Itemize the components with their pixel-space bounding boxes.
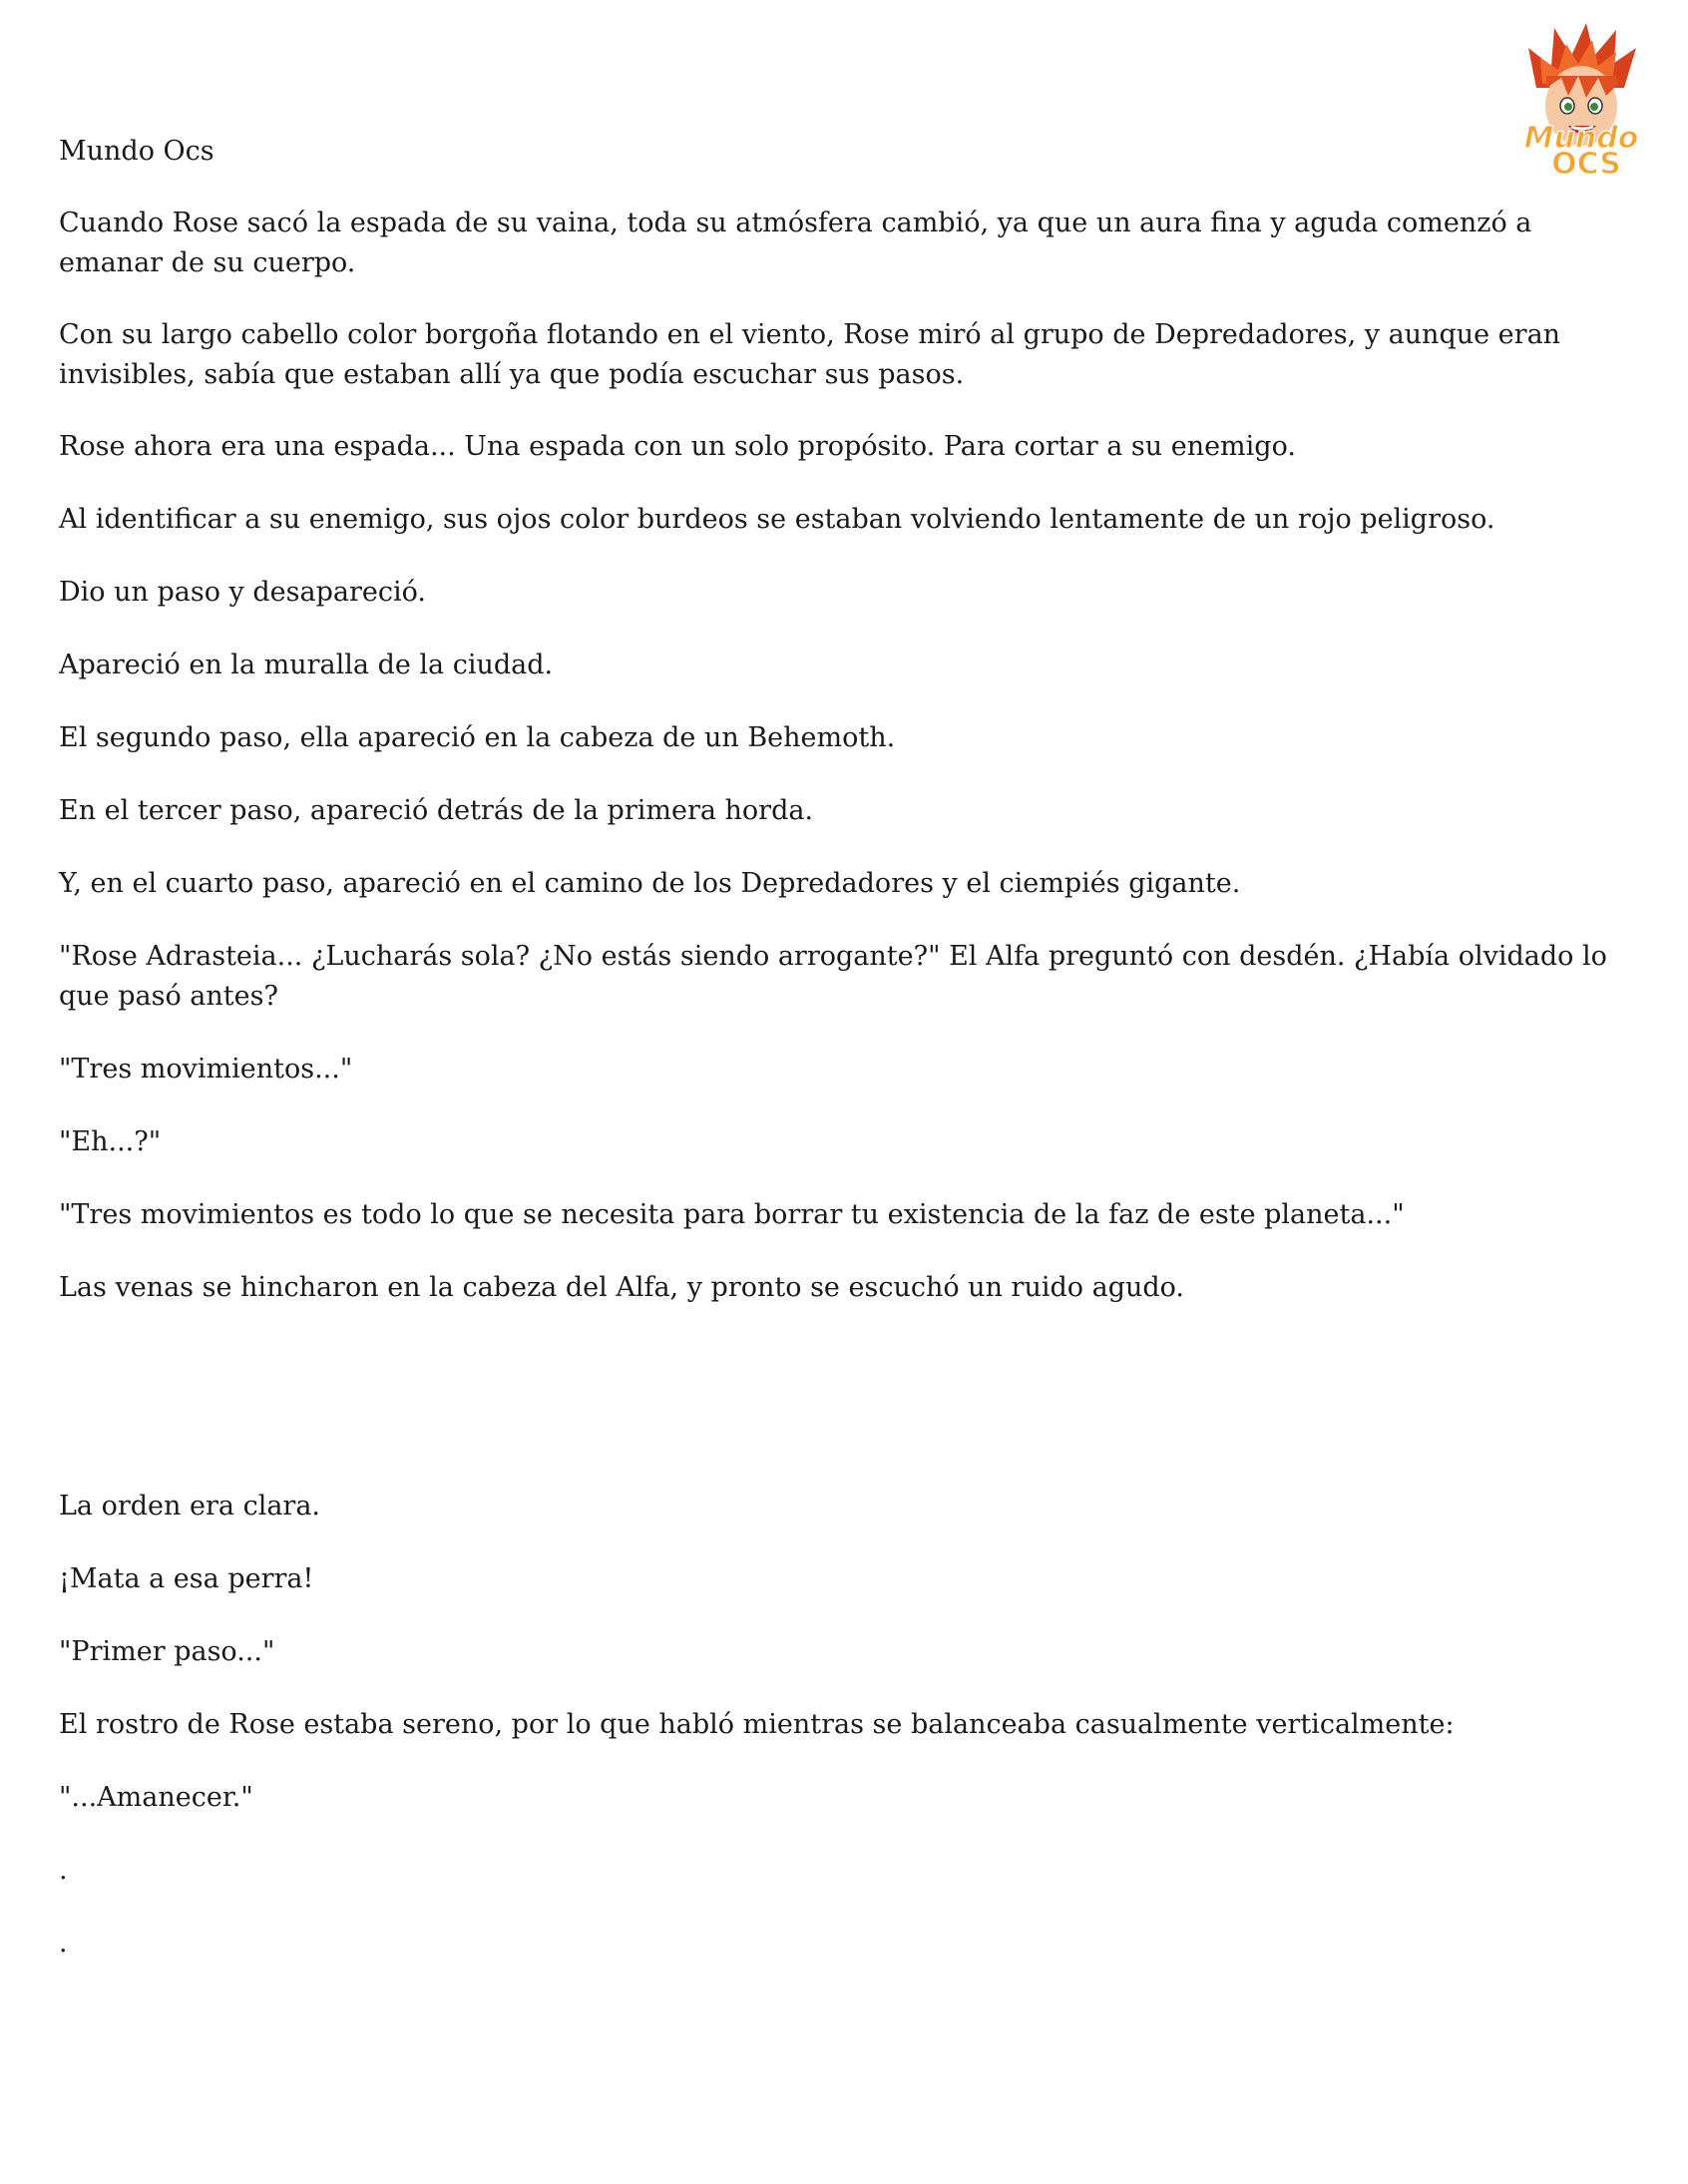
paragraph-18: El rostro de Rose estaba sereno, por lo que habló mientras se balanceaba casualmente verticalmente: (59, 1709, 1455, 1740)
paragraph-3: Rose ahora era una espada... Una espada con un solo propósito. Para cortar a su enemigo. (59, 431, 1296, 462)
paragraph-6: Apareció en la muralla de la ciudad. (59, 650, 554, 680)
paragraph-17: "Primer paso..." (59, 1636, 275, 1667)
paragraph-13: "Tres movimientos es todo lo que se necesita para borrar tu existencia de la faz de este planeta..." (59, 1199, 1405, 1230)
paragraph-10: "Rose Adrasteia... ¿Lucharás sola? ¿No estás siendo arrogante?" El Alfa preguntó con desdén. ¿Había olvidado lo que pasó antes? (59, 941, 1607, 1012)
paragraph-1: Cuando Rose sacó la espada de su vaina, toda su atmósfera cambió, ya que un aura fina y aguda comenzó a emanar de su cuerpo. (59, 208, 1532, 278)
logo-text-bottom: OCS (1551, 147, 1621, 178)
paragraph-11: "Tres movimientos..." (59, 1054, 353, 1085)
paragraph-16: ¡Mata a esa perra! (59, 1563, 314, 1594)
paragraph-14: Las venas se hincharon en la cabeza del Alfa, y pronto se escuchó un ruido agudo. (59, 1272, 1185, 1303)
paragraph-21: . (59, 1928, 68, 1959)
paragraph-12: "Eh...?" (59, 1126, 162, 1157)
paragraph-9: Y, en el cuarto paso, apareció en el camino de los Depredadores y el ciempiés gigante. (59, 868, 1241, 899)
paragraph-7: El segundo paso, ella apareció en la cabeza de un Behemoth. (59, 722, 896, 753)
paragraph-15: La orden era clara. (59, 1491, 321, 1522)
paragraph-8: En el tercer paso, apareció detrás de la primera horda. (59, 795, 814, 826)
logo-text-top: Mundo (1523, 121, 1639, 156)
paragraph-20: . (59, 1855, 68, 1886)
page-title: Mundo Ocs (59, 136, 214, 167)
paragraph-4: Al identificar a su enemigo, sus ojos color burdeos se estaban volviendo lentamente de un rojo peligroso. (59, 504, 1495, 535)
paragraph-2: Con su largo cabello color borgoña flotando en el viento, Rose miró al grupo de Depredadores, y aunque eran invisibles, sabía que estaban allí ya que podía escuchar sus pasos. (59, 319, 1561, 390)
paragraph-19: "...Amanecer." (59, 1782, 253, 1813)
paragraph-5: Dio un paso y desapareció. (59, 577, 426, 608)
